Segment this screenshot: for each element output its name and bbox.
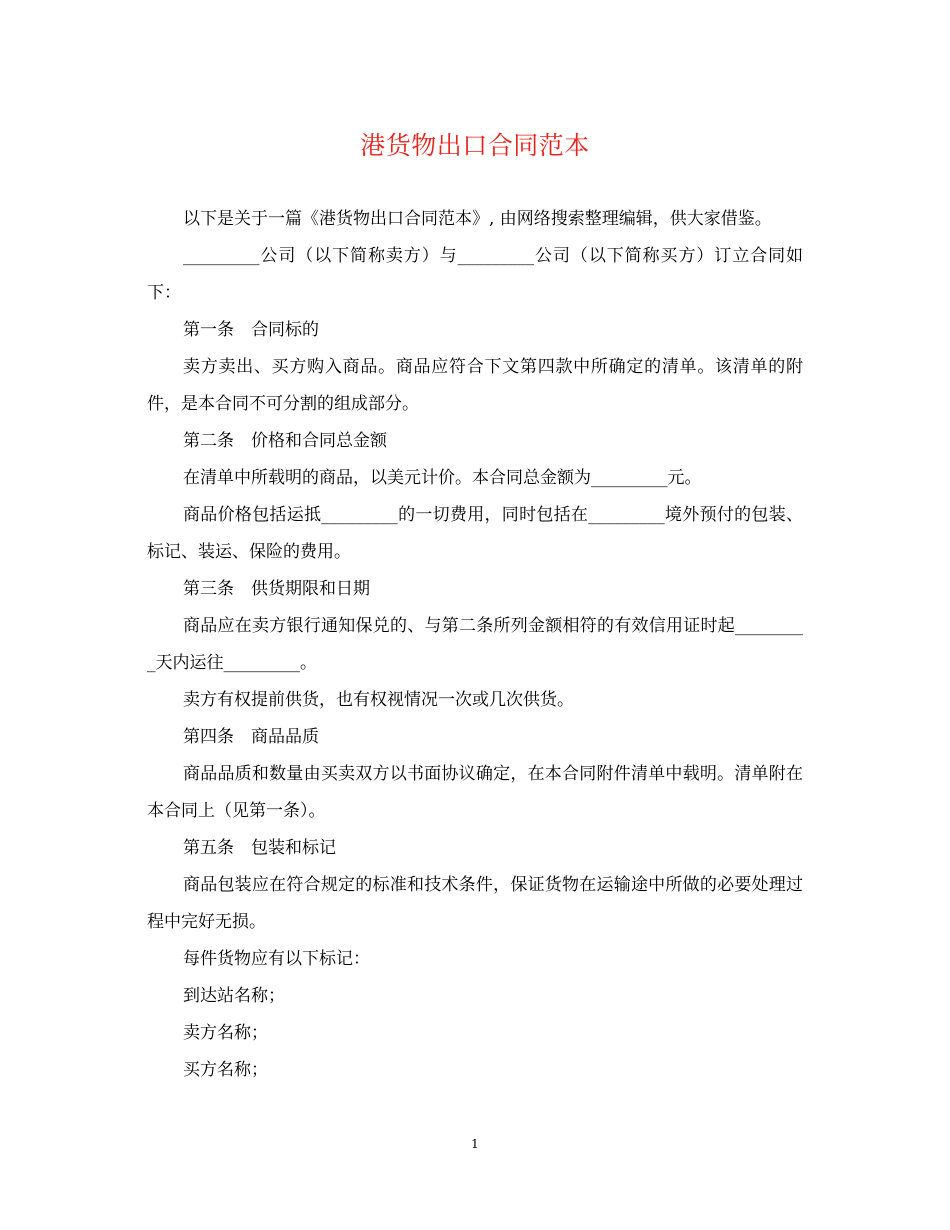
article-4-heading: 第四条 商品品质: [183, 727, 319, 747]
article-1-heading: 第一条 合同标的: [183, 320, 319, 340]
document-body: [147, 201, 803, 1089]
list-item: 卖方名称；: [183, 1023, 268, 1043]
article-5-heading: 第五条 包装和标记: [183, 838, 336, 858]
paragraph: 商品价格包括运抵_________的一切费用，同时包括在_________境外预付的包装、标记、装运、保险的费用。: [147, 505, 803, 562]
list-item: 到达站名称；: [183, 986, 285, 1006]
paragraph: 在清单中所载明的商品，以美元计价。本合同总金额为_________元。: [183, 468, 702, 488]
paragraph: 卖方有权提前供货，也有权视情况一次或几次供货。: [183, 690, 574, 710]
paragraph: 商品品质和数量由买卖双方以书面协议确定，在本合同附件清单中载明。清单附在本合同上（见第一条）。: [147, 764, 803, 821]
paragraph: 商品应在卖方银行通知保兑的、与第二条所列金额相符的有效信用证时起_________天内运往_________。: [147, 616, 803, 673]
paragraph-intro: 以下是关于一篇《港货物出口合同范本》, 由网络搜索整理编辑，供大家借鉴。: [183, 209, 772, 229]
document-title: 港货物出口合同范本: [360, 131, 590, 160]
page-number: 1: [471, 1137, 479, 1151]
paragraph: 卖方卖出、买方购入商品。商品应符合下文第四款中所确定的清单。该清单的附件，是本合同不可分割的组成部分。: [147, 357, 803, 414]
paragraph: 商品包装应在符合规定的标准和技术条件，保证货物在运输途中所做的必要处理过程中完好无损。: [147, 875, 803, 932]
article-3-heading: 第三条 供货期限和日期: [183, 579, 370, 599]
paragraph: 每件货物应有以下标记：: [183, 949, 370, 969]
paragraph-parties: _________公司（以下简称卖方）与_________公司（以下简称买方）订立合同如下：: [147, 246, 803, 303]
list-item: 买方名称；: [183, 1060, 268, 1080]
article-2-heading: 第二条 价格和合同总金额: [183, 431, 387, 451]
